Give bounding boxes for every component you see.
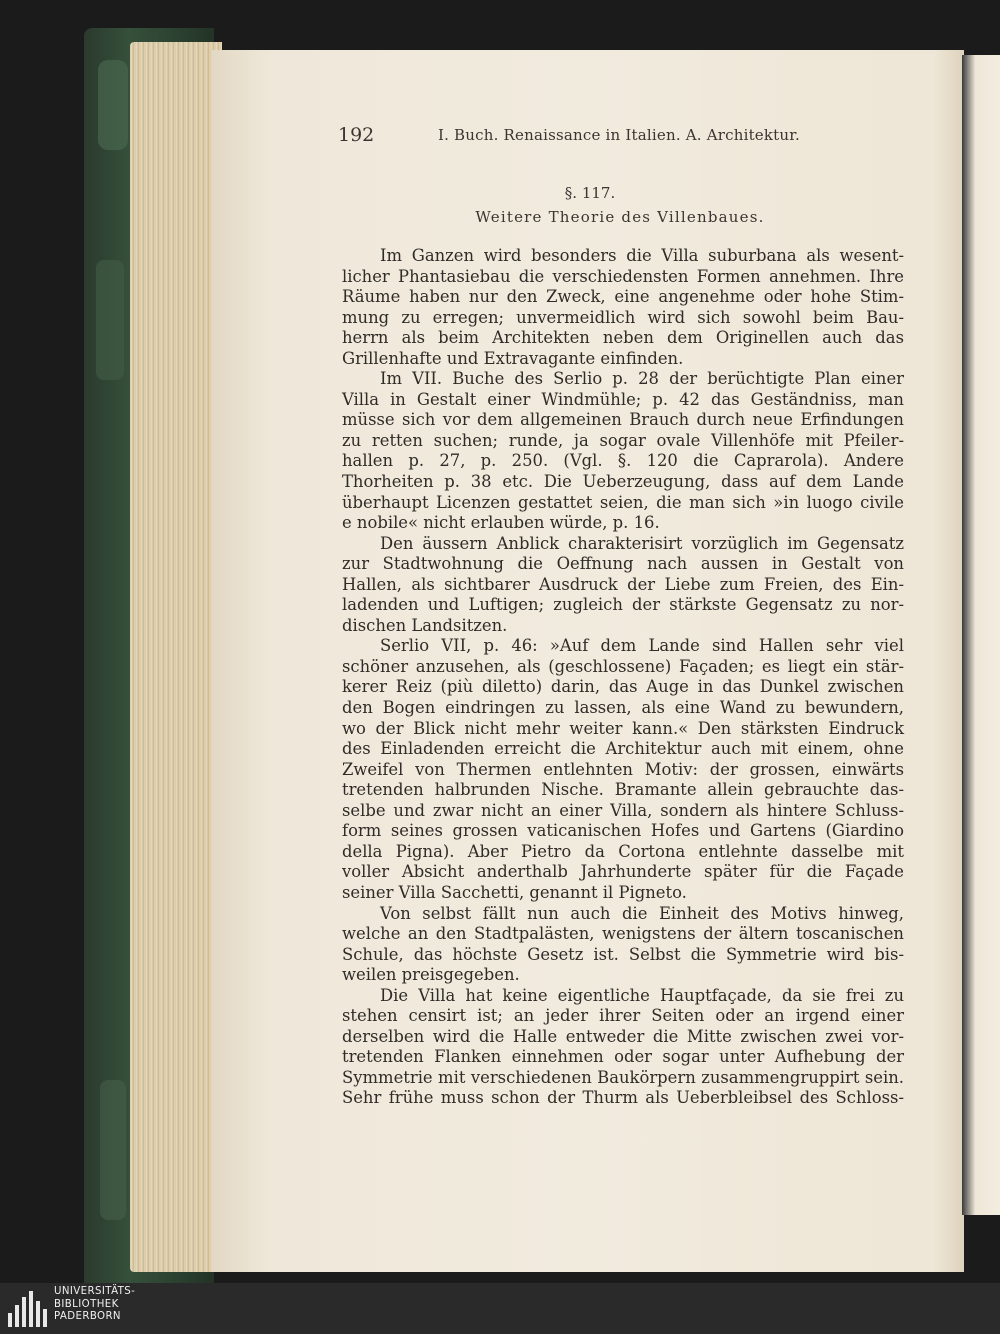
text-line: e nobile« nicht erlauben würde, p. 16. bbox=[342, 513, 660, 533]
page-edges bbox=[130, 42, 222, 1272]
text-line: Grillenhafte und Extravagante einfinden. bbox=[342, 348, 684, 368]
page-number: 192 bbox=[338, 124, 375, 146]
library-logo-icon bbox=[8, 1291, 48, 1327]
text-line: Sehr frühe muss schon der Thurm als Ueberbleibsel des Schloss- bbox=[342, 1088, 904, 1108]
text-line: stehen censirt ist; an jeder ihrer Seiten oder an irgend einer bbox=[342, 1006, 904, 1026]
text-line: Räume haben nur den Zweck, eine angenehme oder hohe Stim- bbox=[342, 287, 904, 307]
text-line: Zweifel von Thermen entlehnten Motiv: der grossen, einwärts bbox=[342, 759, 904, 779]
facing-page-edge bbox=[962, 55, 1000, 1215]
text-line: della Pigna). Aber Pietro da Cortona entlehnte dasselbe mit bbox=[342, 841, 904, 861]
text-line: Schule, das höchste Gesetz ist. Selbst die Symmetrie wird bis- bbox=[342, 944, 904, 964]
text-line: derselben wird die Halle entweder die Mitte zwischen zwei vor- bbox=[342, 1026, 904, 1046]
text-line: weilen preisgegeben. bbox=[342, 965, 520, 985]
text-line: dischen Landsitzen. bbox=[342, 615, 508, 635]
cover-wear bbox=[100, 1080, 126, 1220]
text-line: wo der Blick nicht mehr weiter kann.« Den stärksten Eindruck bbox=[342, 718, 904, 738]
text-line: den Bogen eindringen zu lassen, als eine Wand zu bewundern, bbox=[342, 698, 904, 718]
library-footer bbox=[0, 1283, 1000, 1334]
cover-wear bbox=[98, 60, 128, 150]
text-line: selbe und zwar nicht an einer Villa, sondern als hintere Schluss- bbox=[342, 800, 904, 820]
text-line: des Einladenden erreicht die Architektur auch mit einem, ohne bbox=[342, 739, 904, 759]
library-name bbox=[54, 1286, 135, 1324]
text-line: müsse sich vor dem allgemeinen Brauch durch neue Erfindungen bbox=[342, 410, 904, 430]
text-line: Im Ganzen wird besonders die Villa suburbana als wesent- bbox=[380, 246, 904, 265]
text-line: schöner anzusehen, als (geschlossene) Façaden; es liegt ein stär- bbox=[342, 656, 904, 676]
body-text bbox=[342, 246, 904, 1109]
cover-wear bbox=[96, 260, 124, 380]
text-line: kerer Reiz (più diletto) darin, das Auge in das Dunkel zwischen bbox=[342, 677, 904, 697]
text-line: überhaupt Licenzen gestattet seien, die man sich »in luogo civile bbox=[342, 492, 904, 512]
page-header bbox=[338, 124, 908, 152]
text-line: tretenden halbrunden Nische. Bramante allein gebrauchte das- bbox=[342, 780, 904, 800]
running-title: I. Buch. Renaissance in Italien. A. Architektur. bbox=[438, 126, 800, 144]
text-line: Von selbst fällt nun auch die Einheit des Motivs hinweg, bbox=[380, 903, 904, 923]
text-line: tretenden Flanken einnehmen oder sogar unter Aufhebung der bbox=[342, 1047, 904, 1067]
text-line: welche an den Stadtpalästen, wenigstens der ältern toscanischen bbox=[342, 924, 904, 944]
text-line: ladenden und Luftigen; zugleich der stärkste Gegensatz zu nor- bbox=[342, 595, 904, 615]
text-line: mung zu erregen; unvermeidlich wird sich sowohl beim Bau- bbox=[342, 307, 904, 327]
text-line: Serlio VII, p. 46: »Auf dem Lande sind Hallen sehr viel bbox=[380, 636, 904, 656]
library-name-line: BIBLIOTHEK bbox=[54, 1298, 119, 1310]
text-line: zur Stadtwohnung die Oeffnung nach aussen in Gestalt von bbox=[342, 554, 904, 574]
library-name-line: UNIVERSITÄTS- bbox=[54, 1286, 136, 1297]
section-number: §. 117. bbox=[564, 184, 616, 202]
text-line: Villa in Gestalt einer Windmühle; p. 42 das Geständniss, man bbox=[342, 389, 904, 409]
text-line: form seines grossen vaticanischen Hofes und Gartens (Giardino bbox=[342, 821, 904, 841]
text-line: voller Absicht anderthalb Jahrhunderte später für die Façade bbox=[342, 862, 904, 882]
text-line: Den äussern Anblick charakterisirt vorzüglich im Gegensatz bbox=[380, 533, 904, 553]
text-line: herrn als beim Architekten neben dem Originellen auch das bbox=[342, 328, 904, 348]
text-line: Thorheiten p. 38 etc. Die Ueberzeugung, dass auf dem Lande bbox=[342, 472, 904, 492]
text-line: licher Phantasiebau die verschiedensten Formen annehmen. Ihre bbox=[342, 266, 904, 286]
library-name-line: PADERBORN bbox=[54, 1311, 121, 1322]
text-line: Die Villa hat keine eigentliche Hauptfaçade, da sie frei zu bbox=[380, 985, 904, 1005]
text-line: Symmetrie mit verschiedenen Baukörpern zusammengruppirt sein. bbox=[342, 1067, 904, 1087]
text-line: Im VII. Buche des Serlio p. 28 der berüchtigte Plan einer bbox=[380, 369, 904, 389]
text-line: Hallen, als sichtbarer Ausdruck der Liebe zum Freien, des Ein- bbox=[342, 574, 904, 594]
section-title: Weitere Theorie des Villenbaues. bbox=[475, 208, 765, 226]
text-line: seiner Villa Sacchetti, genannt il Pigneto. bbox=[342, 882, 687, 902]
text-line: zu retten suchen; runde, ja sogar ovale Villenhöfe mit Pfeiler- bbox=[342, 430, 904, 450]
text-line: hallen p. 27, p. 250. (Vgl. §. 120 die Caprarola). Andere bbox=[342, 451, 904, 471]
